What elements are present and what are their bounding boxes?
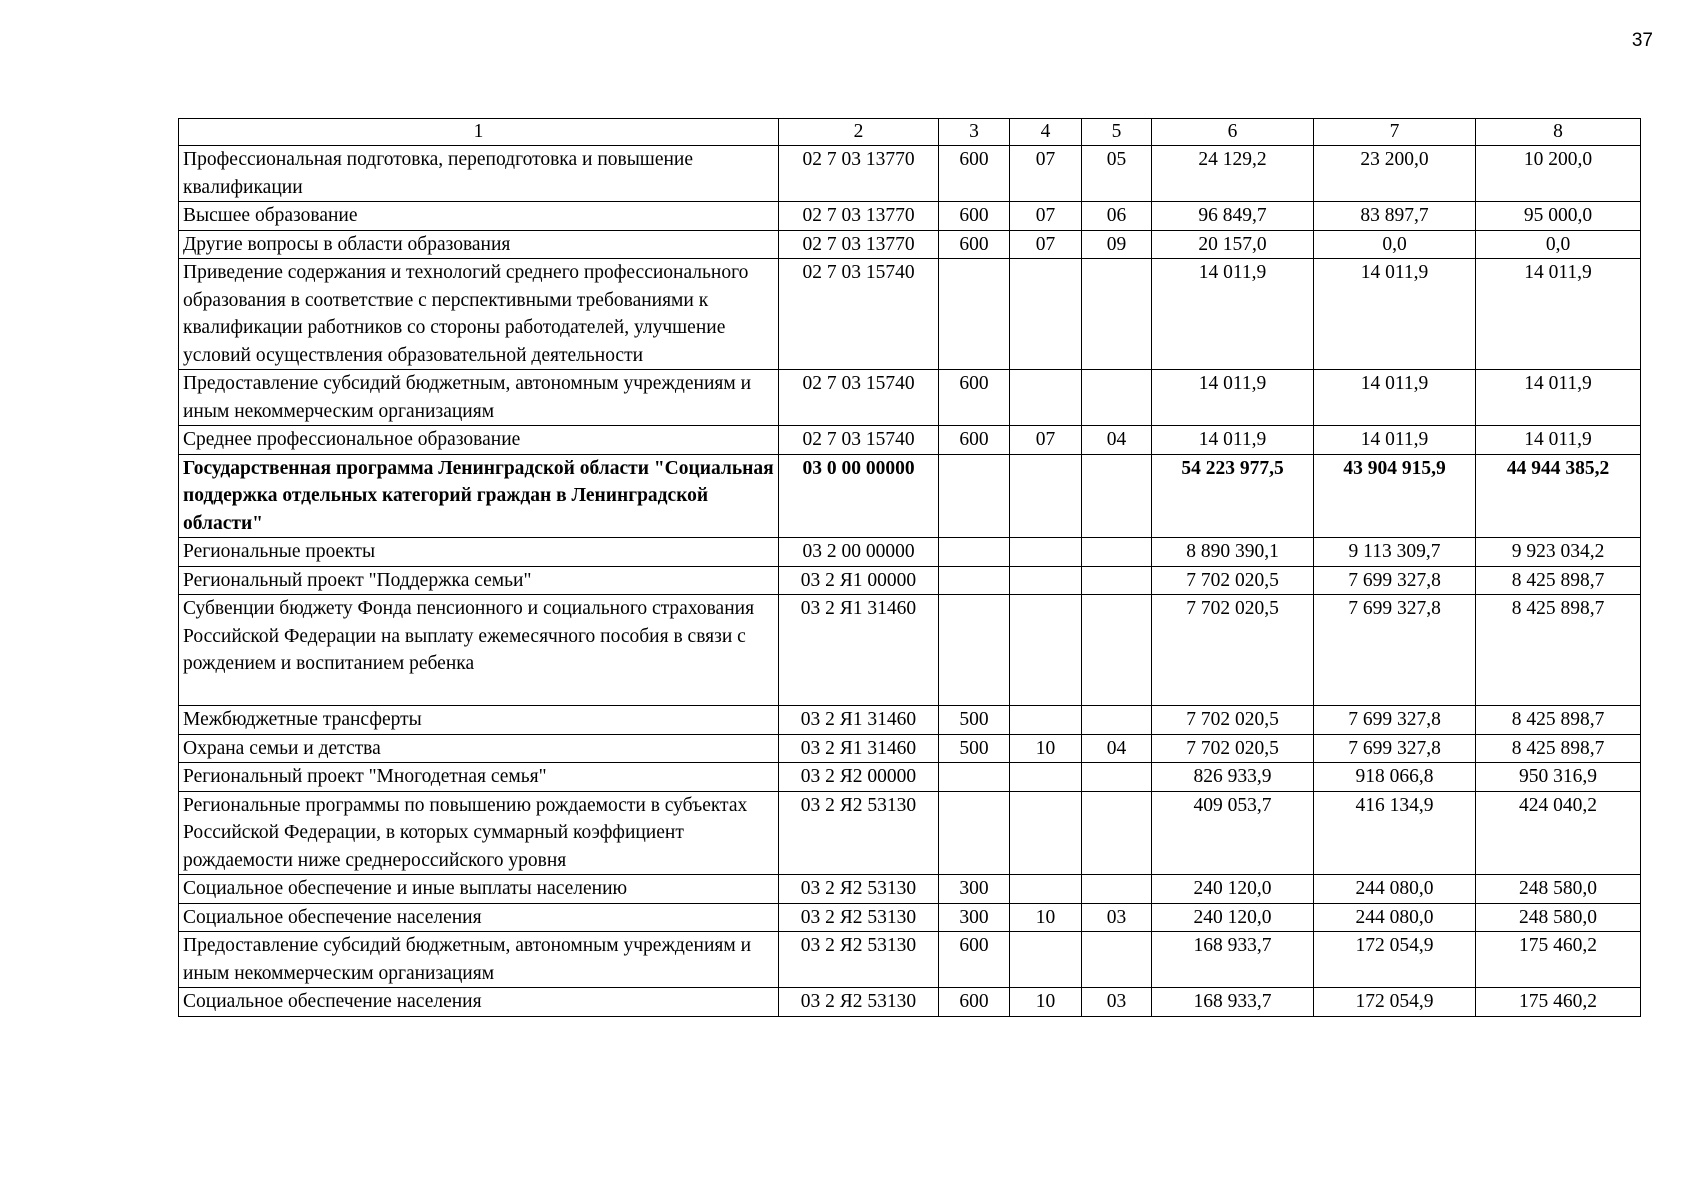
row-section-code: 10 [1010, 988, 1082, 1017]
row-value-col7: 7 699 327,8 [1314, 595, 1476, 706]
row-name: Социальное обеспечение населения [179, 903, 779, 932]
row-value-col6: 168 933,7 [1152, 932, 1314, 988]
row-subsection-code [1082, 370, 1152, 426]
row-value-col8: 14 011,9 [1476, 259, 1641, 370]
row-name: Высшее образование [179, 202, 779, 231]
column-header: 4 [1010, 119, 1082, 146]
row-section-code [1010, 875, 1082, 904]
row-code: 02 7 03 15740 [779, 259, 939, 370]
row-name: Предоставление субсидий бюджетным, автономным учреждениям и иным некоммерческим организациям [179, 370, 779, 426]
table-row [179, 763, 1641, 792]
row-section-code [1010, 454, 1082, 538]
row-type-code [939, 595, 1010, 706]
row-section-code [1010, 791, 1082, 875]
row-value-col6: 14 011,9 [1152, 370, 1314, 426]
row-subsection-code: 03 [1082, 903, 1152, 932]
row-type-code [939, 763, 1010, 792]
row-value-col6: 240 120,0 [1152, 903, 1314, 932]
row-code: 03 2 Я2 53130 [779, 791, 939, 875]
row-name: Социальное обеспечение и иные выплаты населению [179, 875, 779, 904]
row-subsection-code [1082, 791, 1152, 875]
row-value-col6: 14 011,9 [1152, 426, 1314, 455]
table-row [179, 146, 1641, 202]
table-row [179, 566, 1641, 595]
table-row [179, 875, 1641, 904]
row-value-col8: 9 923 034,2 [1476, 538, 1641, 567]
row-name: Региональные проекты [179, 538, 779, 567]
row-value-col8: 0,0 [1476, 230, 1641, 259]
row-value-col7: 244 080,0 [1314, 903, 1476, 932]
row-value-col6: 14 011,9 [1152, 259, 1314, 370]
table-row [179, 706, 1641, 735]
row-name: Субвенции бюджету Фонда пенсионного и социального страхования Российской Федерации на выплату ежемесячного пособия в связи с рождением и воспитанием ребенка [179, 595, 779, 706]
row-value-col6: 409 053,7 [1152, 791, 1314, 875]
row-subsection-code: 04 [1082, 734, 1152, 763]
row-value-col6: 168 933,7 [1152, 988, 1314, 1017]
row-value-col7: 43 904 915,9 [1314, 454, 1476, 538]
row-value-col7: 416 134,9 [1314, 791, 1476, 875]
row-name: Предоставление субсидий бюджетным, автономным учреждениям и иным некоммерческим организациям [179, 932, 779, 988]
row-value-col8: 14 011,9 [1476, 370, 1641, 426]
row-name: Другие вопросы в области образования [179, 230, 779, 259]
row-value-col7: 244 080,0 [1314, 875, 1476, 904]
column-header: 8 [1476, 119, 1641, 146]
row-value-col8: 8 425 898,7 [1476, 734, 1641, 763]
row-value-col7: 172 054,9 [1314, 988, 1476, 1017]
row-code: 02 7 03 13770 [779, 202, 939, 231]
row-code: 03 2 Я2 53130 [779, 932, 939, 988]
row-value-col7: 172 054,9 [1314, 932, 1476, 988]
page-number: 37 [1631, 30, 1653, 51]
row-value-col7: 14 011,9 [1314, 259, 1476, 370]
row-value-col6: 7 702 020,5 [1152, 706, 1314, 735]
row-value-col7: 7 699 327,8 [1314, 734, 1476, 763]
row-name: Региональный проект "Многодетная семья" [179, 763, 779, 792]
row-code: 03 0 00 00000 [779, 454, 939, 538]
row-subsection-code [1082, 875, 1152, 904]
row-value-col6: 20 157,0 [1152, 230, 1314, 259]
row-value-col7: 0,0 [1314, 230, 1476, 259]
row-code: 03 2 Я2 53130 [779, 988, 939, 1017]
row-subsection-code [1082, 566, 1152, 595]
table-row [179, 791, 1641, 875]
table-row [179, 259, 1641, 370]
table-body [179, 146, 1641, 1017]
row-section-code [1010, 566, 1082, 595]
row-value-col7: 918 066,8 [1314, 763, 1476, 792]
row-value-col7: 14 011,9 [1314, 370, 1476, 426]
row-type-code: 300 [939, 903, 1010, 932]
row-type-code: 500 [939, 734, 1010, 763]
table-row [179, 932, 1641, 988]
row-code: 03 2 Я1 31460 [779, 706, 939, 735]
row-subsection-code [1082, 538, 1152, 567]
row-value-col7: 23 200,0 [1314, 146, 1476, 202]
row-type-code [939, 538, 1010, 567]
row-name: Охрана семьи и детства [179, 734, 779, 763]
row-value-col6: 826 933,9 [1152, 763, 1314, 792]
row-value-col7: 83 897,7 [1314, 202, 1476, 231]
row-type-code: 600 [939, 426, 1010, 455]
row-section-code [1010, 259, 1082, 370]
row-type-code: 600 [939, 988, 1010, 1017]
row-value-col6: 7 702 020,5 [1152, 566, 1314, 595]
table-row [179, 538, 1641, 567]
row-type-code: 300 [939, 875, 1010, 904]
row-subsection-code: 03 [1082, 988, 1152, 1017]
row-subsection-code [1082, 595, 1152, 706]
row-type-code [939, 454, 1010, 538]
row-type-code: 600 [939, 146, 1010, 202]
row-value-col8: 10 200,0 [1476, 146, 1641, 202]
row-code: 02 7 03 13770 [779, 230, 939, 259]
table-row [179, 202, 1641, 231]
row-subsection-code [1082, 932, 1152, 988]
row-value-col7: 9 113 309,7 [1314, 538, 1476, 567]
row-section-code [1010, 763, 1082, 792]
row-value-col6: 7 702 020,5 [1152, 595, 1314, 706]
row-section-code: 07 [1010, 146, 1082, 202]
row-value-col8: 8 425 898,7 [1476, 595, 1641, 706]
row-section-code: 07 [1010, 202, 1082, 231]
column-header: 1 [179, 119, 779, 146]
row-value-col7: 7 699 327,8 [1314, 706, 1476, 735]
table-row [179, 988, 1641, 1017]
row-section-code: 07 [1010, 230, 1082, 259]
row-subsection-code: 09 [1082, 230, 1152, 259]
row-name: Межбюджетные трансферты [179, 706, 779, 735]
row-value-col8: 8 425 898,7 [1476, 566, 1641, 595]
row-name: Государственная программа Ленинградской области "Социальная поддержка отдельных категорий граждан в Ленинградской области" [179, 454, 779, 538]
row-code: 03 2 Я1 00000 [779, 566, 939, 595]
row-section-code: 10 [1010, 903, 1082, 932]
row-value-col8: 175 460,2 [1476, 932, 1641, 988]
row-type-code [939, 791, 1010, 875]
table-row [179, 903, 1641, 932]
row-value-col7: 7 699 327,8 [1314, 566, 1476, 595]
row-type-code: 600 [939, 230, 1010, 259]
row-value-col6: 96 849,7 [1152, 202, 1314, 231]
row-value-col8: 424 040,2 [1476, 791, 1641, 875]
row-value-col6: 7 702 020,5 [1152, 734, 1314, 763]
row-type-code: 600 [939, 202, 1010, 231]
row-code: 03 2 Я2 53130 [779, 903, 939, 932]
row-section-code [1010, 932, 1082, 988]
row-code: 03 2 00 00000 [779, 538, 939, 567]
row-name: Региональный проект "Поддержка семьи" [179, 566, 779, 595]
row-value-col6: 240 120,0 [1152, 875, 1314, 904]
table-row [179, 426, 1641, 455]
table-row [179, 454, 1641, 538]
row-subsection-code [1082, 259, 1152, 370]
row-type-code [939, 566, 1010, 595]
row-section-code [1010, 706, 1082, 735]
row-value-col8: 248 580,0 [1476, 875, 1641, 904]
row-subsection-code [1082, 454, 1152, 538]
row-code: 03 2 Я1 31460 [779, 595, 939, 706]
row-code: 03 2 Я2 00000 [779, 763, 939, 792]
row-subsection-code: 06 [1082, 202, 1152, 231]
row-type-code [939, 259, 1010, 370]
budget-table [178, 118, 1641, 1017]
row-code: 03 2 Я2 53130 [779, 875, 939, 904]
row-name: Региональные программы по повышению рождаемости в субъектах Российской Федерации, в которых суммарный коэффициент рождаемости ниже среднероссийского уровня [179, 791, 779, 875]
row-name: Приведение содержания и технологий среднего профессионального образования в соответствие с перспективными требованиями к квалификации работников со стороны работодателей, улучшение условий осуществления образовательной деятельности [179, 259, 779, 370]
row-code: 02 7 03 13770 [779, 146, 939, 202]
row-section-code [1010, 538, 1082, 567]
row-code: 03 2 Я1 31460 [779, 734, 939, 763]
table-row [179, 370, 1641, 426]
row-section-code [1010, 370, 1082, 426]
row-name: Профессиональная подготовка, переподготовка и повышение квалификации [179, 146, 779, 202]
row-value-col8: 8 425 898,7 [1476, 706, 1641, 735]
row-value-col8: 175 460,2 [1476, 988, 1641, 1017]
column-header: 5 [1082, 119, 1152, 146]
table-row [179, 734, 1641, 763]
row-value-col8: 95 000,0 [1476, 202, 1641, 231]
column-header: 6 [1152, 119, 1314, 146]
row-subsection-code [1082, 763, 1152, 792]
row-section-code [1010, 595, 1082, 706]
header-row [179, 119, 1641, 146]
row-type-code: 600 [939, 370, 1010, 426]
row-name: Среднее профессиональное образование [179, 426, 779, 455]
row-name: Социальное обеспечение населения [179, 988, 779, 1017]
row-value-col8: 248 580,0 [1476, 903, 1641, 932]
column-header: 7 [1314, 119, 1476, 146]
column-header: 3 [939, 119, 1010, 146]
column-header: 2 [779, 119, 939, 146]
row-value-col6: 54 223 977,5 [1152, 454, 1314, 538]
row-value-col8: 950 316,9 [1476, 763, 1641, 792]
row-value-col8: 14 011,9 [1476, 426, 1641, 455]
table-row [179, 595, 1641, 706]
row-value-col8: 44 944 385,2 [1476, 454, 1641, 538]
row-section-code: 10 [1010, 734, 1082, 763]
row-code: 02 7 03 15740 [779, 426, 939, 455]
row-section-code: 07 [1010, 426, 1082, 455]
table-row [179, 230, 1641, 259]
row-subsection-code [1082, 706, 1152, 735]
row-type-code: 600 [939, 932, 1010, 988]
row-code: 02 7 03 15740 [779, 370, 939, 426]
row-value-col7: 14 011,9 [1314, 426, 1476, 455]
row-value-col6: 24 129,2 [1152, 146, 1314, 202]
row-subsection-code: 04 [1082, 426, 1152, 455]
row-value-col6: 8 890 390,1 [1152, 538, 1314, 567]
row-type-code: 500 [939, 706, 1010, 735]
row-subsection-code: 05 [1082, 146, 1152, 202]
